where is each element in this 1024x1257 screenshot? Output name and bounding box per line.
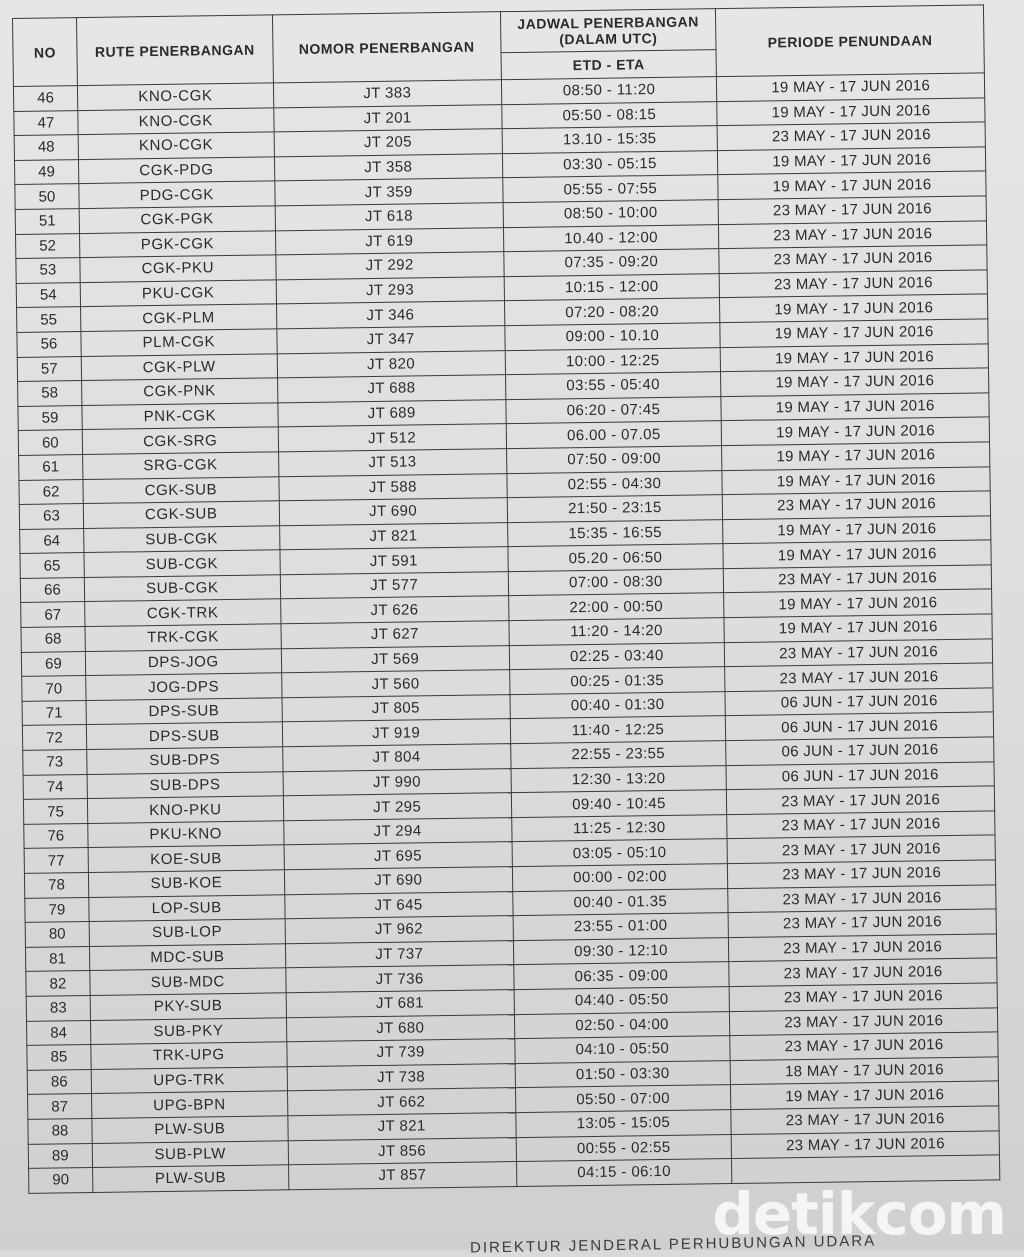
route-cell: CGK-SUB xyxy=(83,476,279,503)
schedule-cell: 11:20 - 14:20 xyxy=(509,618,725,646)
row-number: 89 xyxy=(28,1143,92,1168)
schedule-cell: 09:00 - 10.10 xyxy=(504,323,720,351)
route-cell: SUB-DPS xyxy=(87,747,283,774)
flight-number-cell: JT 618 xyxy=(275,203,503,231)
schedule-cell: 02:55 - 04:30 xyxy=(507,470,723,498)
route-cell: SRG-CGK xyxy=(82,452,278,479)
schedule-cell: 07:00 - 08:30 xyxy=(508,568,724,596)
flight-number-cell: JT 358 xyxy=(274,153,502,181)
row-number: 73 xyxy=(23,750,87,775)
route-cell: SUB-CGK xyxy=(84,575,280,602)
schedule-cell: 02:50 - 04:00 xyxy=(514,1011,730,1039)
flight-number-cell: JT 690 xyxy=(279,498,507,526)
period-cell: 06 JUN - 17 JUN 2016 xyxy=(726,712,994,740)
schedule-cell: 09:30 - 12:10 xyxy=(513,937,729,965)
flight-number-cell: JT 588 xyxy=(279,473,507,501)
flight-number-cell: JT 205 xyxy=(274,129,502,157)
row-number: 59 xyxy=(18,405,82,430)
route-cell: SUB-CGK xyxy=(84,526,280,553)
schedule-cell: 02:25 - 03:40 xyxy=(509,642,725,670)
flight-number-cell: JT 804 xyxy=(282,744,510,772)
flight-number-cell: JT 560 xyxy=(281,670,509,698)
row-number: 48 xyxy=(14,135,78,160)
schedule-cell: 05:55 - 07:55 xyxy=(502,175,718,203)
schedule-cell: 00:00 - 02:00 xyxy=(512,864,728,892)
flight-number-cell: JT 295 xyxy=(283,793,511,821)
schedule-cell: 05:50 - 08:15 xyxy=(501,101,717,129)
header-flight-number: NOMOR PENERBANGAN xyxy=(272,12,501,83)
period-cell: 23 MAY - 17 JUN 2016 xyxy=(729,934,997,962)
flight-number-cell: JT 857 xyxy=(288,1162,516,1190)
route-cell: MDC-SUB xyxy=(89,944,285,971)
flight-number-cell: JT 626 xyxy=(280,596,508,624)
row-number: 50 xyxy=(15,184,79,209)
schedule-cell: 08:50 - 10:00 xyxy=(503,200,719,228)
flight-number-cell: JT 695 xyxy=(284,842,512,870)
route-cell: PLW-SUB xyxy=(92,1116,288,1143)
route-cell: SUB-PKY xyxy=(90,1017,286,1044)
row-number: 66 xyxy=(20,577,84,602)
route-cell: DPS-SUB xyxy=(86,698,282,725)
schedule-cell: 04:40 - 05:50 xyxy=(514,987,730,1015)
route-cell: PLW-SUB xyxy=(92,1165,288,1192)
route-cell: PKU-CGK xyxy=(80,280,276,307)
schedule-cell: 00:55 - 02:55 xyxy=(516,1134,732,1162)
flight-number-cell: JT 688 xyxy=(277,375,505,403)
route-cell: SUB-KOE xyxy=(88,870,284,897)
row-number: 82 xyxy=(26,971,90,996)
row-number: 71 xyxy=(22,700,86,725)
row-number: 63 xyxy=(19,504,83,529)
header-no: NO xyxy=(13,18,78,87)
schedule-cell: 05:50 - 07:00 xyxy=(515,1085,731,1113)
row-number: 62 xyxy=(19,479,83,504)
period-cell: 19 MAY - 17 JUN 2016 xyxy=(717,73,985,101)
flight-number-cell: JT 569 xyxy=(281,645,509,673)
row-number: 85 xyxy=(27,1045,91,1070)
route-cell: KNO-CGK xyxy=(77,83,273,110)
route-cell: CGK-PLM xyxy=(80,304,276,331)
schedule-cell: 00:40 - 01.35 xyxy=(512,888,728,916)
flight-number-cell: JT 919 xyxy=(282,719,510,747)
route-cell: CGK-SRG xyxy=(82,427,278,454)
schedule-cell: 00:25 - 01:35 xyxy=(509,667,725,695)
schedule-cell: 11:25 - 12:30 xyxy=(511,814,727,842)
flight-number-cell: JT 577 xyxy=(280,572,508,600)
route-cell: LOP-SUB xyxy=(89,894,285,921)
route-cell: PLM-CGK xyxy=(81,329,277,356)
period-cell: 19 MAY - 17 JUN 2016 xyxy=(723,540,991,568)
route-cell: PGK-CGK xyxy=(79,230,275,257)
period-cell: 19 MAY - 17 JUN 2016 xyxy=(720,319,988,347)
schedule-cell: 04:10 - 05:50 xyxy=(514,1036,730,1064)
period-cell: 19 MAY - 17 JUN 2016 xyxy=(722,466,990,494)
row-number: 67 xyxy=(21,602,85,627)
period-cell: 23 MAY - 17 JUN 2016 xyxy=(731,1106,999,1134)
flight-number-cell: JT 662 xyxy=(287,1088,515,1116)
period-cell: 23 MAY - 17 JUN 2016 xyxy=(729,983,997,1011)
row-number: 53 xyxy=(16,258,80,283)
schedule-cell: 11:40 - 12:25 xyxy=(510,716,726,744)
flight-number-cell: JT 359 xyxy=(275,178,503,206)
period-cell: 19 MAY - 17 JUN 2016 xyxy=(731,1081,999,1109)
period-cell: 23 MAY - 17 JUN 2016 xyxy=(719,245,987,273)
flight-number-cell: JT 820 xyxy=(277,350,505,378)
schedule-cell: 00:40 - 01:30 xyxy=(510,691,726,719)
route-cell: TRK-UPG xyxy=(91,1042,287,1069)
route-cell: CGK-PNK xyxy=(81,378,277,405)
route-cell: SUB-LOP xyxy=(89,919,285,946)
period-cell: 23 MAY - 17 JUN 2016 xyxy=(727,811,995,839)
flight-number-cell: JT 293 xyxy=(276,276,504,304)
route-cell: SUB-PLW xyxy=(92,1140,288,1167)
row-number: 52 xyxy=(16,233,80,258)
period-cell: 19 MAY - 17 JUN 2016 xyxy=(720,294,988,322)
period-cell: 19 MAY - 17 JUN 2016 xyxy=(724,589,992,617)
flight-number-cell: JT 346 xyxy=(276,301,504,329)
schedule-cell: 06:35 - 09:00 xyxy=(513,962,729,990)
route-cell: SUB-DPS xyxy=(87,771,283,798)
period-cell: 23 MAY - 17 JUN 2016 xyxy=(730,1007,998,1035)
flight-number-cell: JT 690 xyxy=(284,867,512,895)
row-number: 86 xyxy=(27,1069,91,1094)
flight-number-cell: JT 383 xyxy=(273,80,501,108)
route-cell: CGK-SUB xyxy=(83,501,279,528)
schedule-cell: 13.10 - 15:35 xyxy=(502,126,718,154)
period-cell: 19 MAY - 17 JUN 2016 xyxy=(724,614,992,642)
row-number: 87 xyxy=(28,1094,92,1119)
period-cell: 23 MAY - 17 JUN 2016 xyxy=(725,663,993,691)
schedule-cell: 12:30 - 13:20 xyxy=(511,765,727,793)
period-cell: 19 MAY - 17 JUN 2016 xyxy=(722,442,990,470)
row-number: 80 xyxy=(25,922,89,947)
row-number: 55 xyxy=(17,307,81,332)
flight-number-cell: JT 856 xyxy=(288,1137,516,1165)
period-cell: 23 MAY - 17 JUN 2016 xyxy=(719,220,987,248)
route-cell: PDG-CGK xyxy=(79,181,275,208)
route-cell: CGK-PGK xyxy=(79,206,275,233)
period-cell: 23 MAY - 17 JUN 2016 xyxy=(723,491,991,519)
route-cell: TRK-CGK xyxy=(85,624,281,651)
route-cell: KNO-CGK xyxy=(78,132,274,159)
flight-number-cell: JT 513 xyxy=(278,449,506,477)
row-number: 56 xyxy=(17,332,81,357)
flight-number-cell: JT 680 xyxy=(286,1014,514,1042)
header-schedule: JADWAL PENERBANGAN (DALAM UTC) xyxy=(500,9,716,53)
schedule-cell: 10.40 - 12:00 xyxy=(503,224,719,252)
row-number: 83 xyxy=(26,995,90,1020)
period-cell: 06 JUN - 17 JUN 2016 xyxy=(725,688,993,716)
row-number: 61 xyxy=(19,454,83,479)
route-cell: CGK-PLW xyxy=(81,353,277,380)
flight-number-cell: JT 201 xyxy=(274,104,502,132)
period-cell: 23 MAY - 17 JUN 2016 xyxy=(724,565,992,593)
route-cell: UPG-BPN xyxy=(91,1091,287,1118)
route-cell: KOE-SUB xyxy=(88,845,284,872)
flight-number-cell: JT 645 xyxy=(285,891,513,919)
schedule-cell: 05.20 - 06:50 xyxy=(508,544,724,572)
schedule-cell: 07:35 - 09:20 xyxy=(503,249,719,277)
schedule-cell: 15:35 - 16:55 xyxy=(507,519,723,547)
period-cell: 19 MAY - 17 JUN 2016 xyxy=(721,368,989,396)
period-cell: 23 MAY - 17 JUN 2016 xyxy=(719,270,987,298)
period-cell: 18 MAY - 17 JUN 2016 xyxy=(730,1057,998,1085)
route-cell: CGK-PDG xyxy=(78,157,274,184)
schedule-cell: 07:50 - 09:00 xyxy=(506,446,722,474)
route-cell: CGK-PKU xyxy=(80,255,276,282)
row-number: 76 xyxy=(24,823,88,848)
row-number: 69 xyxy=(21,651,85,676)
row-number: 47 xyxy=(14,110,78,135)
flight-number-cell: JT 736 xyxy=(286,965,514,993)
flight-number-cell: JT 990 xyxy=(283,768,511,796)
period-cell: 19 MAY - 17 JUN 2016 xyxy=(721,417,989,445)
period-cell: 06 JUN - 17 JUN 2016 xyxy=(726,761,994,789)
schedule-cell: 22:00 - 00:50 xyxy=(508,593,724,621)
period-cell: 19 MAY - 17 JUN 2016 xyxy=(717,98,985,126)
row-number: 90 xyxy=(29,1168,93,1193)
route-cell: CGK-TRK xyxy=(85,599,281,626)
schedule-cell: 23:55 - 01:00 xyxy=(513,913,729,941)
row-number: 70 xyxy=(22,676,86,701)
row-number: 64 xyxy=(20,528,84,553)
flight-number-cell: JT 962 xyxy=(285,916,513,944)
table-body xyxy=(13,73,999,1193)
period-cell: 23 MAY - 17 JUN 2016 xyxy=(728,909,996,937)
period-cell: 23 MAY - 17 JUN 2016 xyxy=(727,786,995,814)
row-number: 74 xyxy=(23,774,87,799)
row-number: 68 xyxy=(21,627,85,652)
row-number: 78 xyxy=(24,873,88,898)
row-number: 81 xyxy=(25,946,89,971)
schedule-cell: 10:00 - 12:25 xyxy=(505,347,721,375)
schedule-cell: 22:55 - 23:55 xyxy=(510,741,726,769)
flight-delay-table xyxy=(12,4,1000,1193)
header-route: RUTE PENERBANGAN xyxy=(76,15,273,86)
row-number: 46 xyxy=(13,86,77,111)
period-cell: 23 MAY - 17 JUN 2016 xyxy=(728,860,996,888)
schedule-cell: 09:40 - 10:45 xyxy=(511,790,727,818)
watermark-logo: detikcom xyxy=(712,1180,1006,1248)
period-cell: 06 JUN - 17 JUN 2016 xyxy=(726,737,994,765)
period-cell: 23 MAY - 17 JUN 2016 xyxy=(731,1130,999,1158)
header-period: PERIODE PENUNDAAN xyxy=(716,5,985,77)
period-cell: 23 MAY - 17 JUN 2016 xyxy=(728,884,996,912)
period-cell: 23 MAY - 17 JUN 2016 xyxy=(729,958,997,986)
schedule-cell: 21:50 - 23:15 xyxy=(507,495,723,523)
flight-number-cell: JT 739 xyxy=(287,1039,515,1067)
row-number: 88 xyxy=(28,1118,92,1143)
route-cell: SUB-CGK xyxy=(84,550,280,577)
route-cell: UPG-TRK xyxy=(91,1067,287,1094)
flight-number-cell: JT 591 xyxy=(280,547,508,575)
flight-number-cell: JT 292 xyxy=(276,252,504,280)
schedule-cell: 03:55 - 05:40 xyxy=(505,372,721,400)
row-number: 72 xyxy=(22,725,86,750)
period-cell: 19 MAY - 17 JUN 2016 xyxy=(723,516,991,544)
row-number: 79 xyxy=(25,897,89,922)
route-cell: KNO-CGK xyxy=(78,107,274,134)
row-number: 51 xyxy=(15,209,79,234)
flight-number-cell: JT 821 xyxy=(288,1113,516,1141)
flight-number-cell: JT 512 xyxy=(278,424,506,452)
row-number: 75 xyxy=(23,799,87,824)
flight-number-cell: JT 681 xyxy=(286,990,514,1018)
flight-number-cell: JT 805 xyxy=(282,694,510,722)
schedule-cell: 03:05 - 05:10 xyxy=(512,839,728,867)
route-cell: SUB-MDC xyxy=(90,968,286,995)
period-cell: 19 MAY - 17 JUN 2016 xyxy=(720,343,988,371)
schedule-cell: 03:30 - 05:15 xyxy=(502,150,718,178)
row-number: 58 xyxy=(18,381,82,406)
period-cell: 23 MAY - 17 JUN 2016 xyxy=(717,122,985,150)
flight-number-cell: JT 737 xyxy=(285,940,513,968)
route-cell: JOG-DPS xyxy=(86,673,282,700)
row-number: 60 xyxy=(18,430,82,455)
schedule-cell: 10:15 - 12:00 xyxy=(504,273,720,301)
schedule-cell: 08:50 - 11:20 xyxy=(501,77,717,105)
row-number: 54 xyxy=(16,282,80,307)
flight-number-cell: JT 821 xyxy=(279,522,507,550)
period-cell: 19 MAY - 17 JUN 2016 xyxy=(718,171,986,199)
flight-number-cell: JT 294 xyxy=(283,817,511,845)
route-cell: PKY-SUB xyxy=(90,993,286,1020)
schedule-cell: 01:50 - 03:30 xyxy=(515,1060,731,1088)
footer-signature-title: DIREKTUR JENDERAL PERHUBUNGAN UDARA xyxy=(469,1232,877,1257)
route-cell: DPS-SUB xyxy=(86,722,282,749)
flight-number-cell: JT 738 xyxy=(287,1063,515,1091)
route-cell: KNO-PKU xyxy=(87,796,283,823)
period-cell: 23 MAY - 17 JUN 2016 xyxy=(725,639,993,667)
period-cell: 23 MAY - 17 JUN 2016 xyxy=(727,835,995,863)
row-number: 65 xyxy=(20,553,84,578)
schedule-cell: 13:05 - 15:05 xyxy=(515,1110,731,1138)
row-number: 77 xyxy=(24,848,88,873)
route-cell: DPS-JOG xyxy=(85,648,281,675)
flight-number-cell: JT 627 xyxy=(281,621,509,649)
row-number: 84 xyxy=(27,1020,91,1045)
flight-number-cell: JT 689 xyxy=(278,399,506,427)
period-cell: 23 MAY - 17 JUN 2016 xyxy=(718,196,986,224)
schedule-cell: 06.00 - 07.05 xyxy=(506,421,722,449)
route-cell: PNK-CGK xyxy=(82,403,278,430)
schedule-cell: 06:20 - 07:45 xyxy=(505,396,721,424)
period-cell: 19 MAY - 17 JUN 2016 xyxy=(721,393,989,421)
route-cell: PKU-KNO xyxy=(88,821,284,848)
schedule-cell: 07:20 - 08:20 xyxy=(504,298,720,326)
flight-number-cell: JT 619 xyxy=(275,227,503,255)
schedule-cell: 04:15 - 06:10 xyxy=(516,1159,732,1187)
flight-number-cell: JT 347 xyxy=(277,326,505,354)
period-cell: 19 MAY - 17 JUN 2016 xyxy=(718,147,986,175)
row-number: 57 xyxy=(17,356,81,381)
period-cell: 23 MAY - 17 JUN 2016 xyxy=(730,1032,998,1060)
header-schedule-sub: ETD - ETA xyxy=(501,50,717,80)
row-number: 49 xyxy=(14,159,78,184)
